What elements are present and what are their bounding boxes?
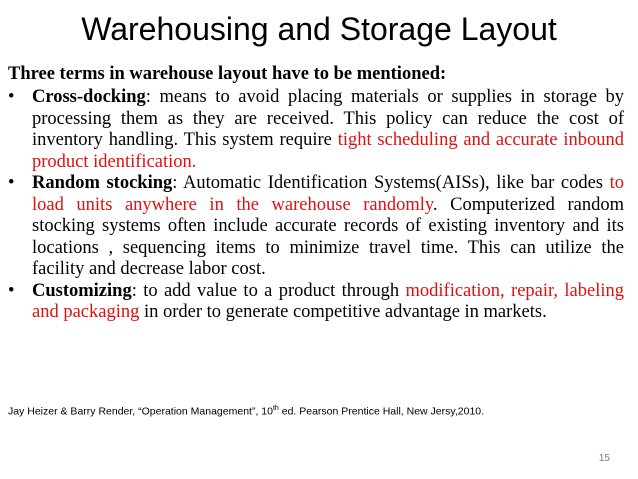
bullet-highlight: modification, repair, labeling and packaging xyxy=(32,280,624,322)
bullet-symbol: • xyxy=(8,173,15,193)
citation xyxy=(8,402,628,419)
citation-text: Jay Heizer & Barry Render, “Operation Management”, 10 xyxy=(8,405,273,418)
bullet-text: : Automatic Identification Systems(AISs), like bar codes xyxy=(172,173,610,193)
bullet-term: Cross-docking xyxy=(32,87,146,107)
bullet-term: Random stocking xyxy=(32,173,173,193)
bullet-cross-docking xyxy=(8,87,624,173)
bullet-customizing xyxy=(8,281,624,324)
bullet-text-end: in order to generate competitive advantage in markets. xyxy=(139,302,547,322)
slide-title: Warehousing and Storage Layout xyxy=(81,11,557,47)
bullet-text: : to add value to a product through xyxy=(131,280,406,301)
bullet-term: Customizing xyxy=(32,280,132,301)
bullet-highlight: to load units anywhere in the warehouse randomly xyxy=(32,173,625,215)
bullet-text-end: . Computerized random stocking systems often include accurate records of existing inventory and its locations , sequencing items to minimize travel time. This can utilize the facility and decrease labor cost. xyxy=(32,194,624,279)
intro-text: Three terms in warehouse layout have to be mentioned: xyxy=(8,64,447,84)
citation-superscript: th xyxy=(272,405,279,412)
bullet-highlight: tight scheduling and accurate inbound product identification. xyxy=(32,130,624,172)
bullet-list xyxy=(8,87,624,324)
citation-text-end: ed. Pearson Prentice Hall, New Jersy,2010. xyxy=(278,405,485,418)
bullet-symbol: • xyxy=(8,87,15,107)
bullet-text: : means to avoid placing materials or supplies in storage by processing them as they are received. This policy can reduce the cost of inventory handling. This system require xyxy=(32,87,624,150)
page-number: 15 xyxy=(598,453,610,464)
bullet-symbol: • xyxy=(8,280,15,301)
bullet-random-stocking xyxy=(8,173,624,281)
